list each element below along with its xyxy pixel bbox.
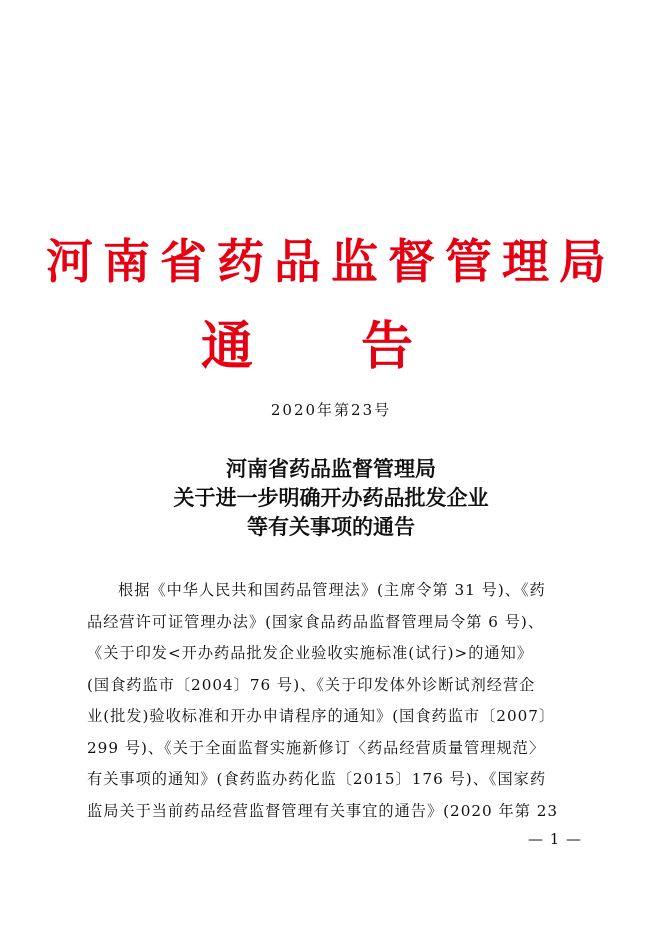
- body-line: 299 号)、《关于全面监督实施新修订〈药品经营质量管理规范〉: [87, 738, 546, 757]
- title-line: 关于进一步明确开办药品批发企业: [173, 485, 489, 510]
- page-number: — 1 —: [527, 830, 583, 848]
- body-line: 品经营许可证管理办法》(国家食品药品监督管理局令第 6 号)、: [87, 612, 545, 631]
- body-line: (国食药监市〔2004〕76 号)、《关于印发体外诊断试剂经营企: [87, 675, 536, 694]
- document-type: 通告: [200, 316, 521, 377]
- body-line: 业(批发)验收标准和开办申请程序的通知》(国食药监市〔2007〕: [87, 707, 556, 725]
- body-line: 有关事项的通知》(食药监办药化监〔2015〕176 号)、《国家药: [87, 770, 547, 788]
- body-line: 《关于印发<开办药品批发企业验收实施标准(试行)>的通知》: [87, 644, 533, 662]
- agency-name: 河南省药品监督管理局: [46, 235, 616, 290]
- title-line: 等有关事项的通告: [247, 514, 415, 539]
- body-line: 根据《中华人民共和国药品管理法》(主席令第 31 号)、《药: [118, 581, 546, 599]
- document-title: [0, 454, 662, 541]
- document-number: 2020年第23号: [270, 401, 392, 419]
- body-line: 监局关于当前药品经营监督管理有关事宜的通告》(2020 年第 23: [87, 801, 559, 820]
- title-line: 河南省药品监督管理局: [226, 456, 436, 481]
- body-paragraph: [87, 575, 582, 827]
